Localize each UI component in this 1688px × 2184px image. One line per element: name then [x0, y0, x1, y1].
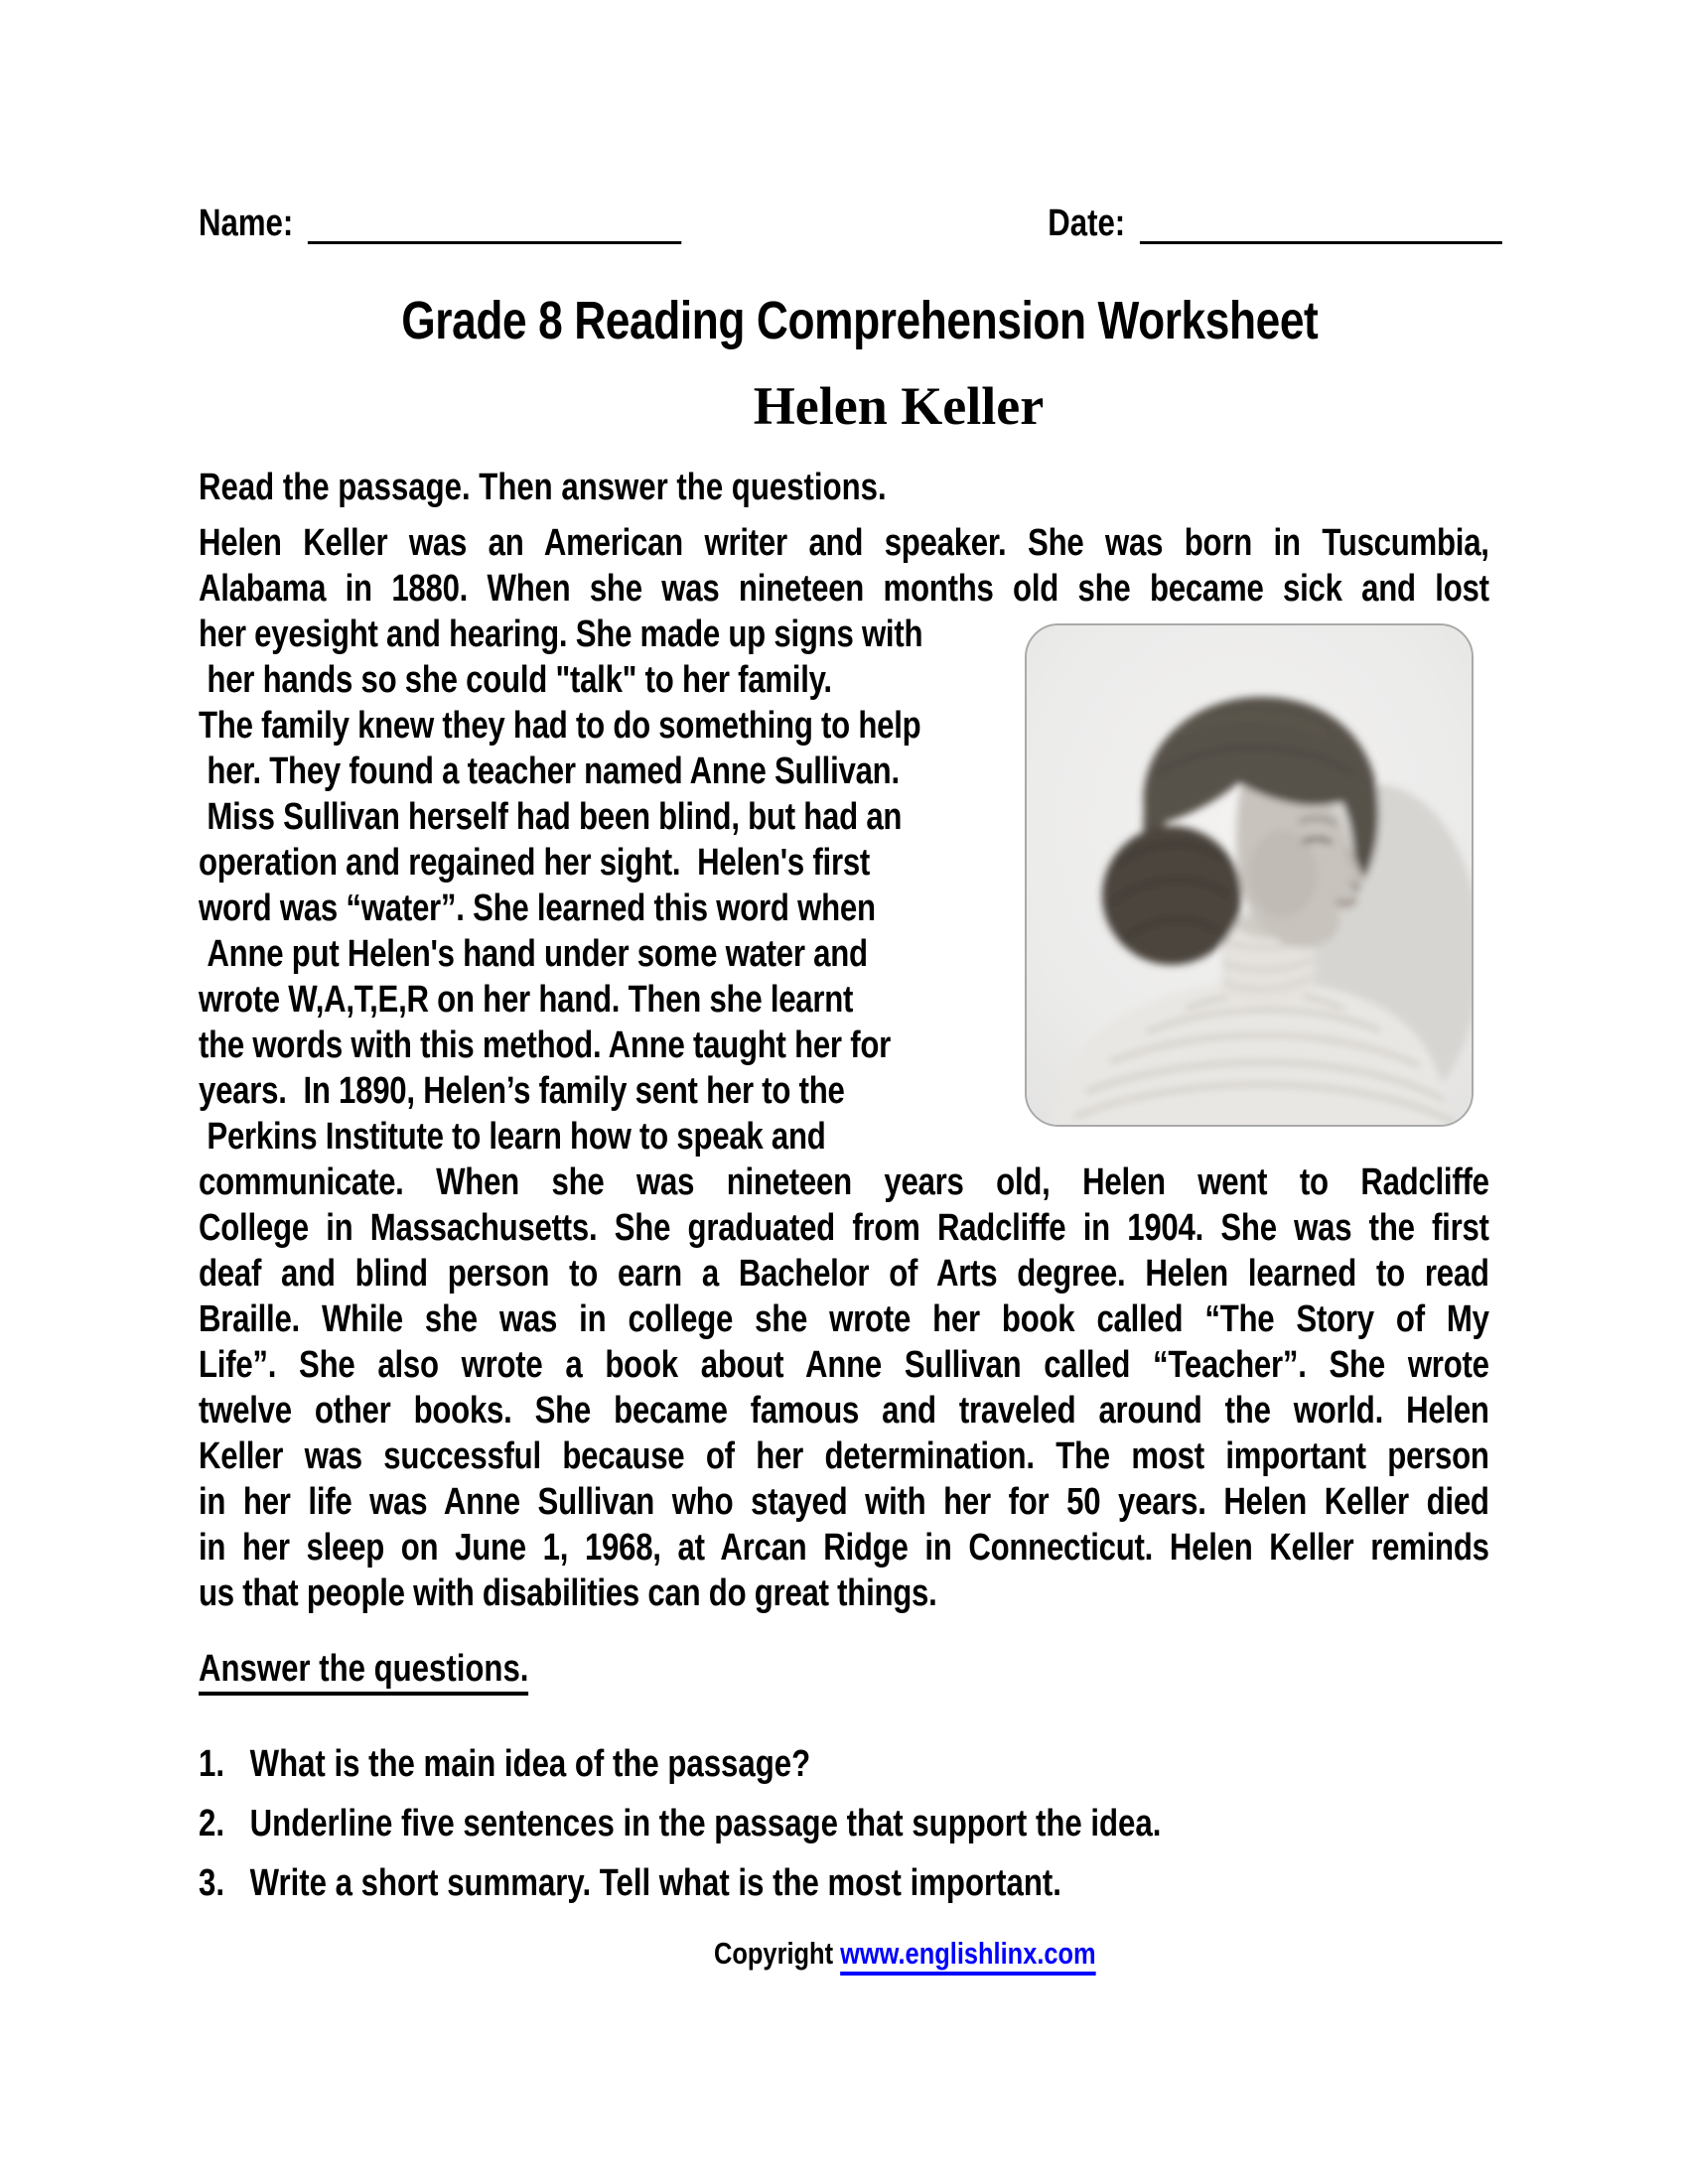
copyright-text: Copyright [714, 1936, 841, 1971]
name-field-group [199, 203, 681, 245]
passage-line-18: Braille. While she was in college she wrote her book called “The Story of My [199, 1298, 1489, 1340]
passage-line-22: in her life was Anne Sullivan who stayed with her for 50 years. Helen Keller died [199, 1481, 1489, 1523]
question-2-number: 2. [199, 1803, 224, 1844]
answer-questions-heading-text: Answer the questions. [199, 1648, 528, 1696]
passage-line-10: Anne put Helen's hand under some water and [199, 933, 868, 975]
passage-line-20: twelve other books. She became famous and traveled around the world. Helen [199, 1390, 1489, 1432]
name-blank-line [308, 207, 681, 244]
passage-line-16: College in Massachusetts. She graduated from Radcliffe in 1904. She was the first [199, 1207, 1489, 1249]
question-1-text: What is the main idea of the passage? [249, 1743, 811, 1785]
question-1-number: 1. [199, 1743, 224, 1785]
date-blank-line [1140, 207, 1502, 244]
question-item-1 [199, 1743, 1161, 1789]
passage-line-17: deaf and blind person to earn a Bachelor of Arts degree. Helen learned to read [199, 1253, 1489, 1295]
copyright-line [199, 1936, 1489, 1972]
passage-line-14: Perkins Institute to learn how to speak and [199, 1116, 826, 1158]
instruction-text: Read the passage. Then answer the questions. [199, 467, 887, 508]
date-label: Date: [1048, 203, 1126, 244]
question-3-text: Write a short summary. Tell what is the most important. [249, 1862, 1061, 1904]
passage-line-1: Helen Keller was an American writer and speaker. She was born in Tuscumbia, [199, 522, 1489, 564]
passage-line-12: the words with this method. Anne taught her for [199, 1024, 892, 1066]
passage-line-7: Miss Sullivan herself had been blind, but had an [199, 796, 903, 838]
passage-line-2: Alabama in 1880. When she was nineteen months old she became sick and lost [199, 568, 1489, 610]
content-column [199, 0, 1489, 2184]
question-3-number: 3. [199, 1862, 224, 1904]
answer-questions-heading [199, 1648, 528, 1691]
question-2-text: Underline five sentences in the passage that support the idea. [249, 1803, 1162, 1844]
passage-line-8: operation and regained her sight. Helen's first [199, 842, 871, 884]
passage-line-19: Life”. She also wrote a book about Anne Sullivan called “Teacher”. She wrote [199, 1344, 1489, 1386]
question-item-2 [199, 1803, 1161, 1848]
passage-line-24: us that people with disabilities can do great things. [199, 1572, 937, 1614]
questions-list [199, 1743, 1161, 1922]
passage-line-15: communicate. When she was nineteen years old, Helen went to Radcliffe [199, 1161, 1489, 1203]
passage-line-23: in her sleep on June 1, 1968, at Arcan Ridge in Connecticut. Helen Keller reminds [199, 1527, 1489, 1569]
passage-line-11: wrote W,A,T,E,R on her hand. Then she learnt [199, 979, 854, 1021]
worksheet-heading: Grade 8 Reading Comprehension Worksheet [401, 291, 1319, 350]
passage-line-5: The family knew they had to do something to help [199, 705, 921, 747]
copyright-link[interactable]: www.englishlinx.com [840, 1936, 1096, 1976]
passage-line-21: Keller was successful because of her determination. The most important person [199, 1435, 1489, 1477]
passage-line-9: word was “water”. She learned this word when [199, 887, 876, 929]
passage [199, 520, 1489, 1616]
passage-line-4: her hands so she could "talk" to her family. [199, 659, 832, 701]
page-title: Helen Keller [753, 376, 1045, 436]
question-item-3 [199, 1862, 1161, 1908]
passage-line-6: her. They found a teacher named Anne Sullivan. [199, 751, 900, 792]
date-field-group [1048, 203, 1502, 245]
passage-line-3: her eyesight and hearing. She made up signs with [199, 614, 923, 655]
passage-line-13: years. In 1890, Helen’s family sent her to the [199, 1070, 845, 1112]
name-label: Name: [199, 203, 294, 244]
